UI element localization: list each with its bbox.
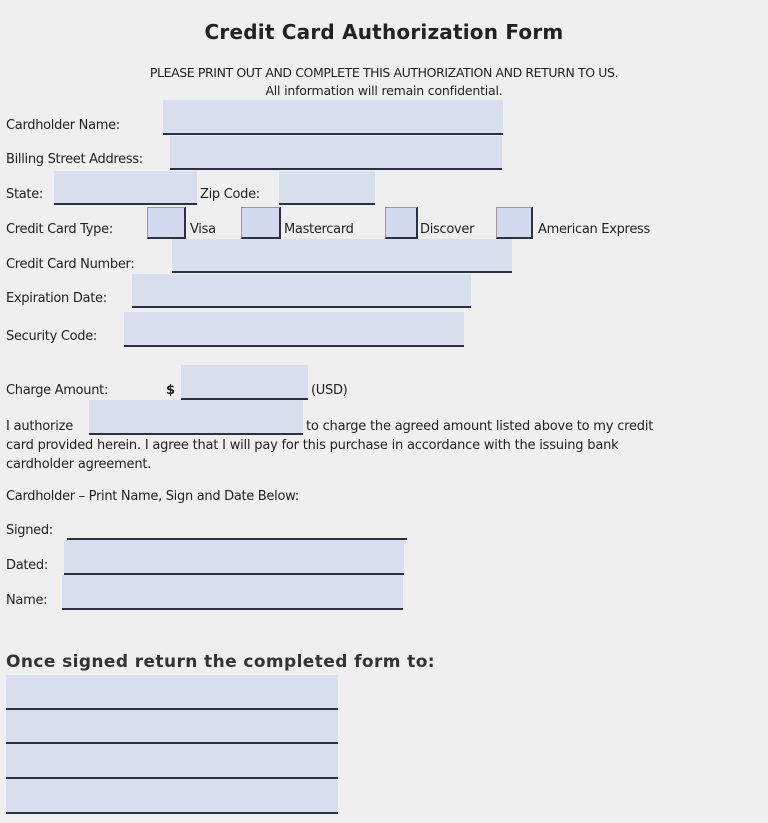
authorize-line-2: card provided herein. I agree that I will pay for this purchase in accordance with the issuing bank — [6, 438, 619, 453]
form-title: Credit Card Authorization Form — [204, 20, 564, 44]
american-express-label: American Express — [538, 222, 650, 237]
card-number-field[interactable] — [172, 239, 512, 273]
security-code-field[interactable] — [124, 312, 464, 347]
american-express-checkbox[interactable] — [496, 207, 533, 239]
signed-label: Signed: — [6, 523, 53, 538]
expiration-date-label: Expiration Date: — [6, 291, 107, 306]
currency-label: (USD) — [311, 383, 348, 398]
cardholder-name-field[interactable] — [163, 100, 503, 135]
visa-label: Visa — [190, 222, 216, 237]
zip-code-label: Zip Code: — [200, 187, 260, 202]
charge-amount-label: Charge Amount: — [6, 383, 109, 398]
instructions-line-1: PLEASE PRINT OUT AND COMPLETE THIS AUTHORIZATION AND RETURN TO US. — [149, 65, 619, 80]
signature-line[interactable] — [67, 520, 407, 540]
state-label: State: — [6, 187, 43, 202]
security-code-label: Security Code: — [6, 329, 97, 344]
return-address-line-1[interactable] — [6, 675, 338, 710]
return-address-line-2[interactable] — [6, 710, 338, 744]
cardholder-name-label: Cardholder Name: — [6, 118, 120, 133]
mastercard-checkbox[interactable] — [241, 207, 281, 239]
billing-address-label: Billing Street Address: — [6, 152, 143, 167]
dated-label: Dated: — [6, 558, 48, 573]
charge-amount-field[interactable] — [181, 365, 308, 400]
card-type-label: Credit Card Type: — [6, 222, 113, 237]
authorize-line-1: to charge the agreed amount listed above to my credit — [306, 419, 654, 434]
visa-checkbox[interactable] — [147, 207, 186, 239]
expiration-date-field[interactable] — [132, 274, 471, 308]
mastercard-label: Mastercard — [284, 222, 354, 237]
authorize-line-3: cardholder agreement. — [6, 457, 152, 472]
state-field[interactable] — [54, 171, 197, 205]
dollar-sign: $ — [166, 383, 175, 398]
return-address-line-4[interactable] — [6, 779, 338, 814]
billing-address-field[interactable] — [170, 136, 502, 170]
return-address-line-3[interactable] — [6, 744, 338, 779]
discover-checkbox[interactable] — [385, 207, 418, 239]
dated-field[interactable] — [64, 540, 404, 575]
card-number-label: Credit Card Number: — [6, 257, 135, 272]
return-heading: Once signed return the completed form to: — [6, 652, 435, 672]
signature-heading: Cardholder – Print Name, Sign and Date Below: — [6, 489, 299, 504]
discover-label: Discover — [420, 222, 475, 237]
merchant-name-field[interactable] — [89, 400, 303, 435]
zip-code-field[interactable] — [279, 171, 375, 205]
name-label: Name: — [6, 593, 48, 608]
authorize-prefix: I authorize — [6, 419, 74, 434]
print-name-field[interactable] — [62, 575, 403, 610]
instructions-line-2: All information will remain confidential. — [265, 83, 503, 98]
